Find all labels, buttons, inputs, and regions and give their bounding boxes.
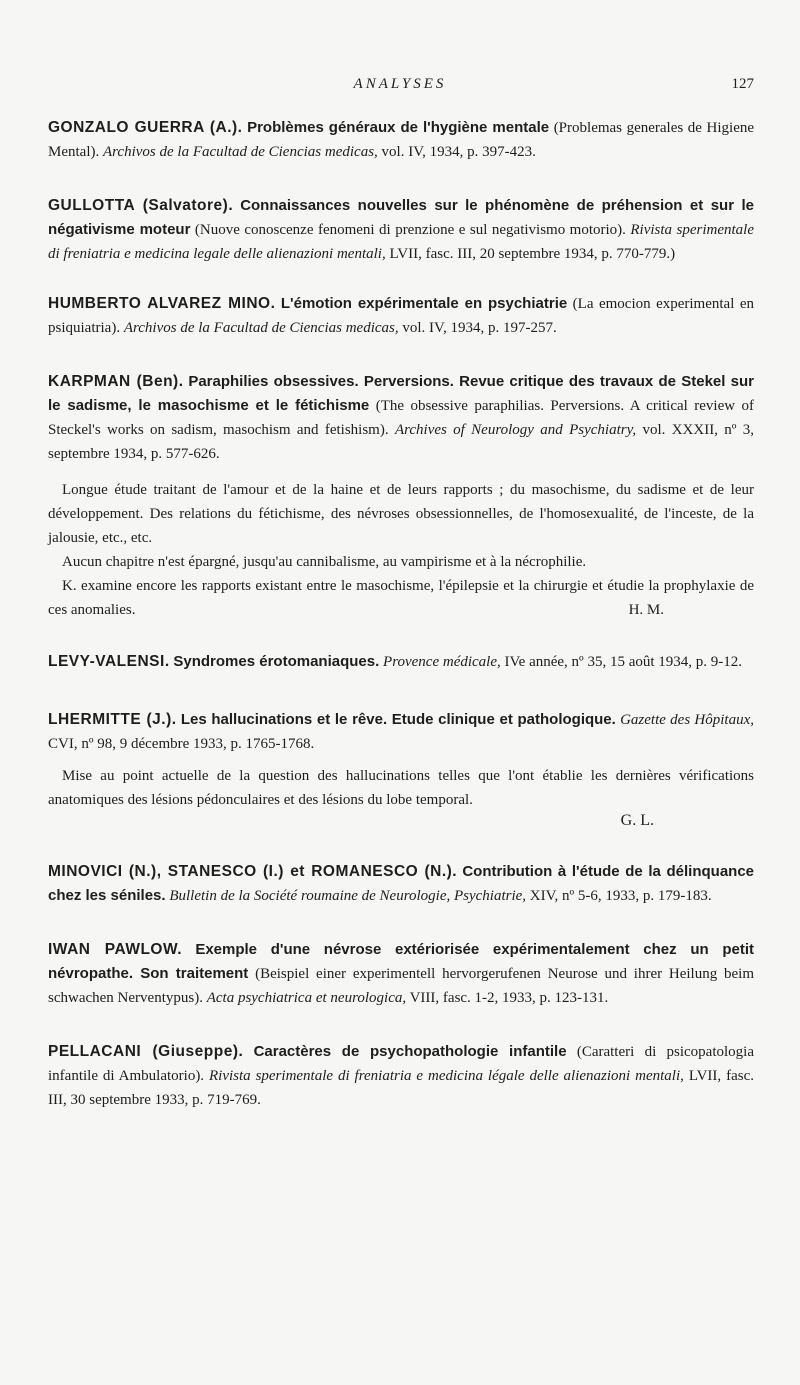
bibliography-entry (48, 708, 754, 830)
entry-title: Problèmes généraux de l'hygiène mentale (247, 119, 550, 136)
bibliography-entry (48, 1040, 754, 1112)
entry-original-title: (Nuove conoscenze fenomeni di prenzione e sul negativismo motorio). (194, 222, 626, 238)
entry-reference: vol. XXXII, nº 3, septembre 1934, p. 577-626. (48, 422, 755, 462)
entry-title: Syndromes érotomaniaques. (173, 653, 380, 670)
entry-journal: Provence médicale, (383, 654, 501, 670)
reviewer-signature: G. L. (620, 812, 654, 829)
entry-reference: IVe année, nº 35, 15 août 1934, p. 9-12. (504, 654, 743, 670)
entry-author: HUMBERTO ALVAREZ MINO. (48, 295, 276, 312)
abstract-paragraph (48, 574, 754, 622)
entry-author: PELLACANI (Giuseppe). (48, 1043, 244, 1060)
entry-reference: XIV, nº 5-6, 1933, p. 179-183. (529, 888, 712, 904)
entry-journal: Archivos de la Facultad de Ciencias medicas, (102, 144, 378, 160)
bibliography-list (48, 116, 754, 1112)
entry-journal: Gazette des Hôpitaux, (620, 712, 755, 728)
entry-journal: Archivos de la Facultad de Ciencias medicas, (123, 320, 399, 336)
entry-title: Caractères de psychopathologie infantile (253, 1043, 567, 1060)
bibliography-entry (48, 938, 754, 1010)
entry-author: IWAN PAWLOW. (48, 941, 183, 958)
page-header (0, 76, 800, 96)
entry-author: LEVY-VALENSI. (48, 653, 170, 670)
entry-title: Paraphilies obsessives. Perversions. Revue critique des travaux de Stekel sur le sadisme, le masochisme et le fétichisme (48, 373, 755, 414)
entry-author: KARPMAN (Ben). (48, 373, 184, 390)
entry-journal: Rivista sperimentale di freniatria e medicina legale delle alienazioni mentali, (48, 222, 754, 262)
entry-reference: LVII, fasc. III, 30 septembre 1933, p. 719-769. (48, 1068, 754, 1108)
entry-original-title: (The obsessive paraphilias. Perversions. A critical review of Steckel's works on sadism, masochism and fetishism). (48, 398, 755, 438)
entry-abstract (48, 764, 754, 830)
entry-original-title: (La emocion experimental en psiquiatria). (48, 296, 754, 336)
bibliography-entry (48, 860, 754, 908)
entry-original-title: (Problemas generales de Higiene Mental). (48, 120, 755, 160)
entry-title: L'émotion expérimentale en psychiatrie (280, 295, 568, 312)
bibliography-entry (48, 292, 754, 340)
reviewer-signature: H. M. (628, 602, 664, 618)
entry-title: Exemple d'une névrose extériorisée expérimentalement chez un petit névropathe. Son traitement (48, 941, 755, 982)
entry-reference: CVI, nº 98, 9 décembre 1933, p. 1765-1768. (48, 736, 315, 752)
entry-original-title: (Beispiel einer experimentell hervorgerufenen Neurose und ihrer Heilung beim schwachen Nerventypus). (48, 966, 754, 1006)
entry-original-title: (Caratteri di psicopatologia infantile di Ambulatorio). (48, 1044, 754, 1084)
abstract-paragraph: Mise au point actuelle de la question des hallucinations telles que l'ont établie les dernières vérifications anatomiques des lésions pédonculaires et des lésions du lobe temporal. (48, 768, 754, 808)
entry-reference: vol. IV, 1934, p. 197-257. (402, 320, 557, 336)
abstract-paragraph: Longue étude traitant de l'amour et de la haine et de leurs rapports ; du masochisme, du sadisme et de leur développement. Des relations du fétichisme, des névroses obsessionnelles, de l'homosexualité, de l'inceste, de la jalousie, etc., etc. (48, 482, 754, 546)
entry-reference: VIII, fasc. 1-2, 1933, p. 123-131. (409, 990, 609, 1006)
entry-journal: Rivista sperimentale di freniatria e medicina légale delle alienazioni mentali, (208, 1068, 684, 1084)
running-title: ANALYSES (353, 76, 447, 92)
entry-journal: Acta psychiatrica et neurologica, (206, 990, 407, 1006)
entry-journal: Archives of Neurology and Psychiatry, (394, 422, 637, 438)
entry-author: GULLOTTA (Salvatore). (48, 197, 234, 214)
entry-author: GONZALO GUERRA (A.). (48, 119, 243, 136)
entry-abstract (48, 478, 754, 622)
entry-title: Contribution à l'étude de la délinquance chez les séniles. (48, 863, 755, 904)
bibliography-entry (48, 650, 754, 674)
abstract-text: K. examine encore les rapports existant entre le masochisme, l'épilepsie et la chirurgie et étudie la prophylaxie de ces anomalies. (48, 578, 754, 618)
entry-author: LHERMITTE (J.). (48, 711, 177, 728)
entry-journal: Bulletin de la Société roumaine de Neurologie, Psychiatrie, (169, 888, 527, 904)
bibliography-entry (48, 116, 754, 164)
entry-reference: vol. IV, 1934, p. 397-423. (381, 144, 536, 160)
entry-author: MINOVICI (N.), STANESCO (I.) et ROMANESCO (N.). (48, 863, 458, 880)
entry-reference: LVII, fasc. III, 20 septembre 1934, p. 770-779.) (389, 246, 676, 262)
entry-title: Les hallucinations et le rêve. Etude clinique et pathologique. (180, 711, 616, 728)
entry-title: Connaissances nouvelles sur le phénomène de préhension et sur le négativisme moteur (48, 197, 754, 238)
abstract-paragraph: Aucun chapitre n'est épargné, jusqu'au cannibalisme, au vampirisme et à la nécrophilie. (62, 554, 587, 570)
page-number: 127 (731, 76, 754, 92)
bibliography-entry (48, 194, 754, 266)
bibliography-entry (48, 370, 754, 622)
